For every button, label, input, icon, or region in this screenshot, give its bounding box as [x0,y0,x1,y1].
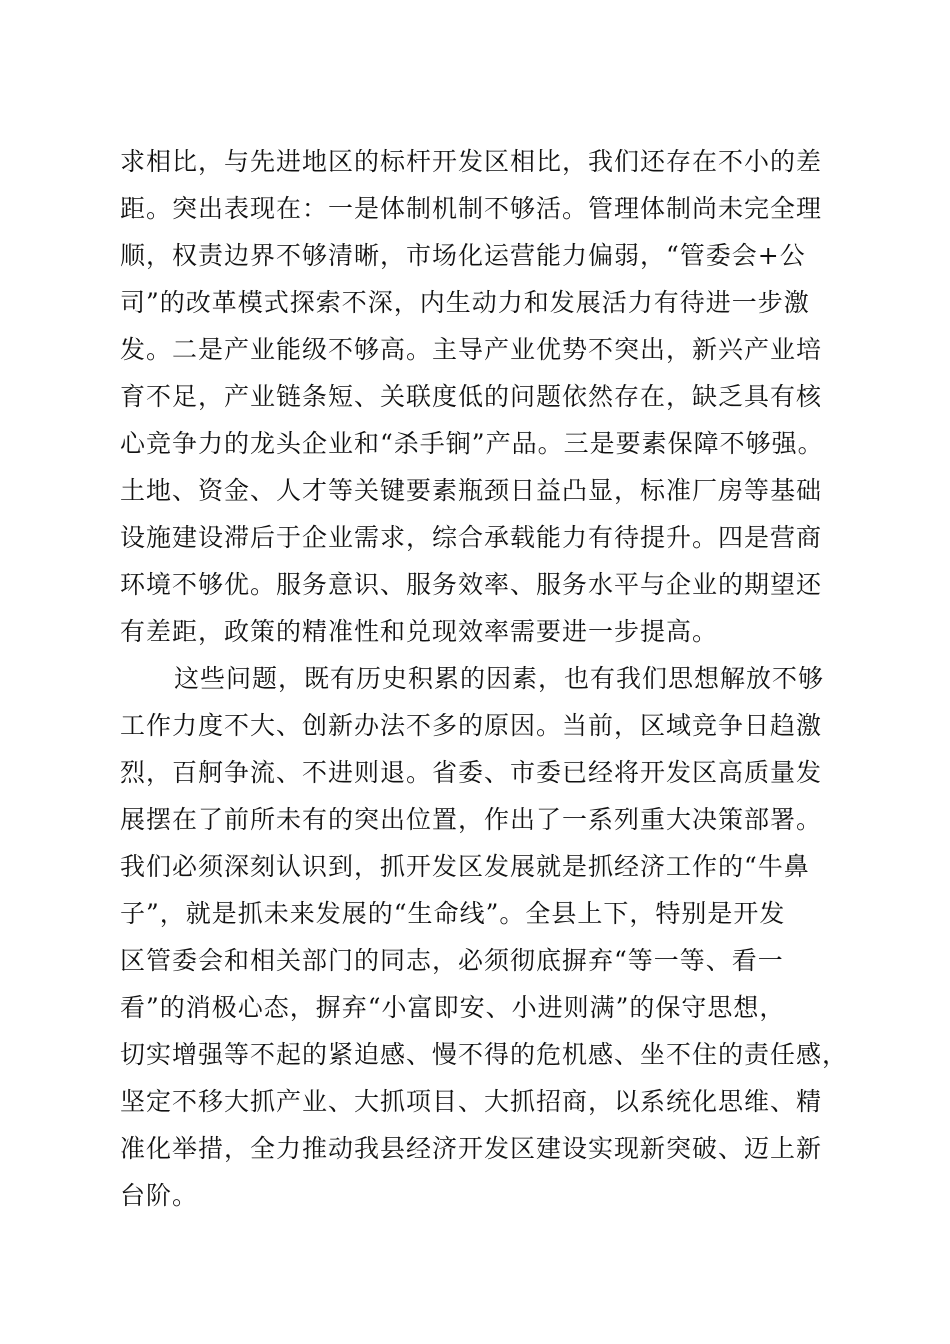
text-line: 子”，就是抓未来发展的“生命线”。全县上下，特别是开发 [120,899,786,928]
text-line: 我们必须深刻认识到，抓开发区发展就是抓经济工作的“牛鼻 [120,852,810,881]
text-line: 工作力度不大、创新办法不多的原因。当前，区域竞争日趋激 [120,711,823,740]
text-line: 烈，百舸争流、不进则退。省委、市委已经将开发区高质量发 [120,758,823,787]
text-line: 台阶。 [120,1181,199,1210]
text-line: 求相比，与先进地区的标杆开发区相比，我们还存在不小的差 [120,147,823,176]
text-line: 距。突出表现在：一是体制机制不够活。管理体制尚未完全理 [120,194,823,223]
text-line: 土地、资金、人才等关键要素瓶颈日益凸显，标准厂房等基础 [120,476,823,505]
text-line: 心竞争力的龙头企业和“杀手锏”产品。三是要素保障不够强。 [120,429,824,458]
text-line: 设施建设滞后于企业需求，综合承载能力有待提升。四是营商 [120,523,823,552]
text-line: 区管委会和相关部门的同志，必须彻底摒弃“等一等、看一 [120,946,784,975]
text-line: 准化举措，全力推动我县经济开发区建设实现新突破、迈上新 [120,1134,823,1163]
paragraph-start-line: 这些问题，既有历史积累的因素，也有我们思想解放不够 [174,664,825,693]
text-line: 顺，权责边界不够清晰，市场化运营能力偏弱，“管委会+公 [120,241,806,270]
document-body [120,138,860,1219]
text-line: 展摆在了前所未有的突出位置，作出了一系列重大决策部署。 [120,805,823,834]
text-line: 环境不够优。服务意识、服务效率、服务水平与企业的期望还 [120,570,823,599]
text-line: 发。二是产业能级不够高。主导产业优势不突出，新兴产业培 [120,335,823,364]
text-line: 育不足，产业链条短、关联度低的问题依然存在，缺乏具有核 [120,382,823,411]
text-line: 有差距，政策的精准性和兑现效率需要进一步提高。 [120,617,719,646]
text-line: 看”的消极心态，摒弃“小富即安、小进则满”的保守思想， [120,993,786,1022]
text-line: 司”的改革模式探索不深，内生动力和发展活力有待进一步激 [120,288,810,317]
text-line: 坚定不移大抓产业、大抓项目、大抓招商，以系统化思维、精 [120,1087,823,1116]
text-line: 切实增强等不起的紧迫感、慢不得的危机感、坐不住的责任感， [120,1040,849,1069]
